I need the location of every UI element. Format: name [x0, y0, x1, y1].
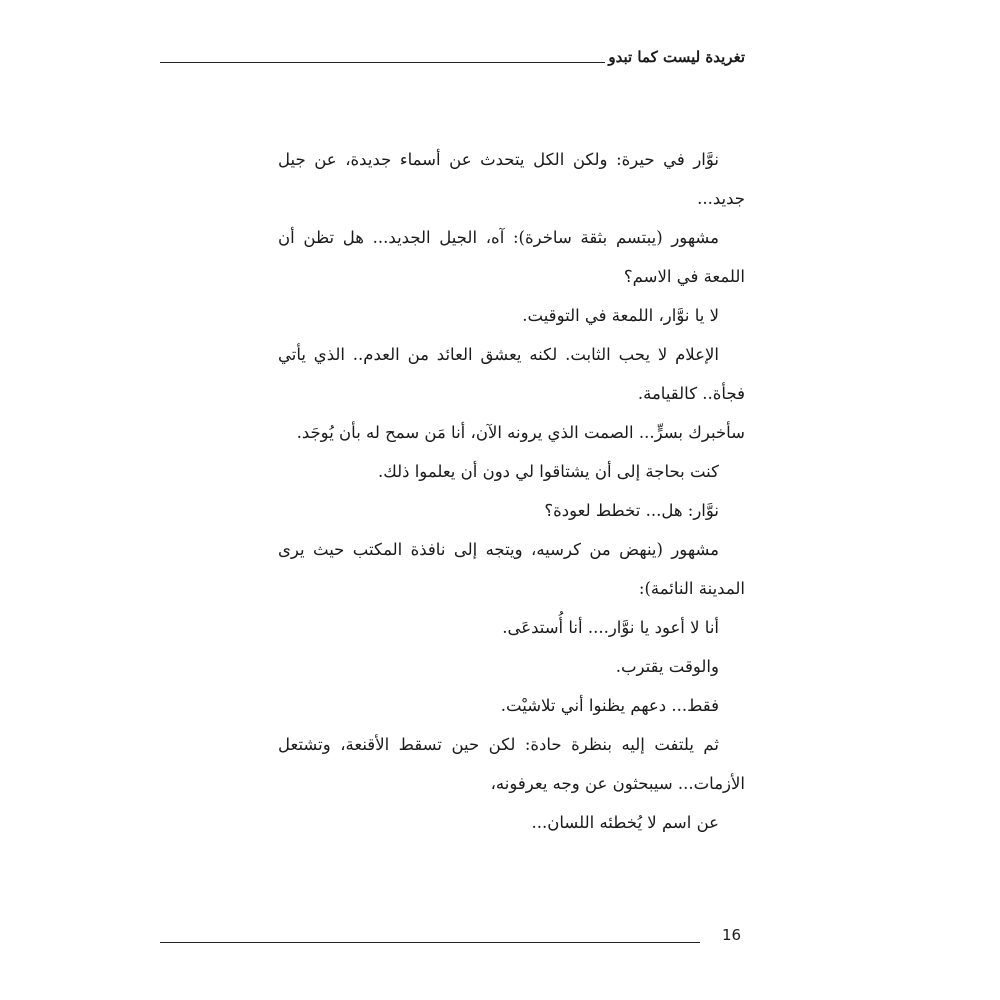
paragraph: والوقت يقترب. — [615, 657, 719, 676]
paragraph: مشهور (ينهض من كرسيه، ويتجه إلى نافذة المكتب حيث يرى المدينة النائمة): — [278, 540, 745, 598]
paragraph: ثم يلتفت إليه بنظرة حادة: لكن حين تسقط الأقنعة، وتشتعل الأزمات... سيبحثون عن وجه يعرفونه، — [278, 735, 745, 793]
paragraph: نوَّار: هل... تخطط لعودة؟ — [544, 501, 719, 520]
running-head — [160, 48, 745, 72]
paragraph: لا يا نوَّار، اللمعة في التوقيت. — [522, 306, 719, 325]
body-text — [278, 140, 745, 842]
running-head-title: تغريدة ليست كما تبدو — [608, 48, 745, 66]
paragraph: كنت بحاجة إلى أن يشتاقوا لي دون أن يعلموا ذلك. — [377, 462, 719, 481]
paragraph: مشهور (يبتسم بثقة ساخرة): آه، الجيل الجديد... هل تظن أن اللمعة في الاسم؟ — [278, 228, 745, 286]
page-number: 16 — [722, 926, 742, 944]
paragraph: فقط... دعهم يظنوا أني تلاشيْت. — [500, 696, 719, 715]
paragraph: الإعلام لا يحب الثابت. لكنه يعشق العائد من العدم.. الذي يأتي فجأة.. كالقيامة. — [278, 345, 745, 403]
paragraph: سأخبرك بسرٍّ... الصمت الذي يرونه الآن، أنا مَن سمح له بأن يُوجَد. — [296, 423, 745, 442]
paragraph: عن اسم لا يُخطئه اللسان... — [531, 813, 719, 832]
paragraph: أنا لا أعود يا نوَّار.... أنا أُستدعَى. — [502, 618, 719, 637]
header-rule — [160, 62, 605, 63]
paragraph: نوَّار في حيرة: ولكن الكل يتحدث عن أسماء جديدة، عن جيل جديد... — [278, 150, 745, 208]
footer-rule — [160, 942, 700, 943]
